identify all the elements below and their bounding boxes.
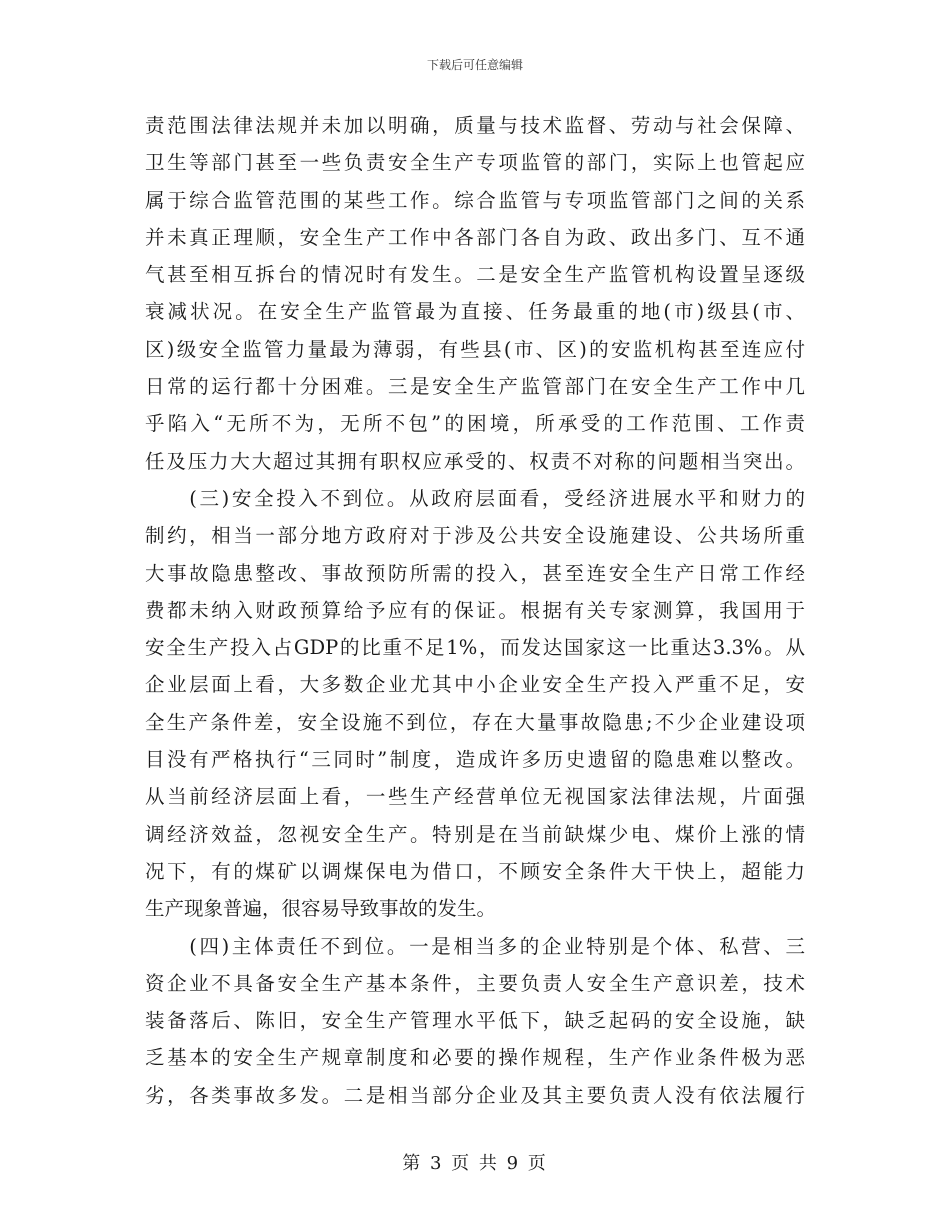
text-line: 全生产条件差，安全设施不到位，存在大量事故隐患;不少企业建设项 xyxy=(145,710,805,734)
text-line: 制约，相当一部分地方政府对于涉及公共安全设施建设、公共场所重 xyxy=(145,524,805,548)
page-number: 第 3 页 共 9 页 xyxy=(402,1153,548,1174)
text-line: 资企业不具备安全生产基本条件，主要负责人安全生产意识差，技术 xyxy=(145,971,805,995)
text-line: 大事故隐患整改、事故预防所需的投入，甚至连安全生产日常工作经 xyxy=(145,561,805,585)
text-line: 区)级安全监管力量最为薄弱，有些县(市、区)的安监机构甚至连应付 xyxy=(145,337,805,361)
paragraph-start-line: (四)主体责任不到位。一是相当多的企业特别是个体、私营、三 xyxy=(145,934,805,958)
text-line: 从当前经济层面上看，一些生产经营单位无视国家法律法规，片面强 xyxy=(145,785,805,809)
text-line: 装备落后、陈旧，安全生产管理水平低下，缺乏起码的安全设施，缺 xyxy=(145,1009,805,1033)
text-line: 目没有严格执行“三同时”制度，造成许多历史遗留的隐患难以整改。 xyxy=(145,748,805,772)
text-line: 劣，各类事故多发。二是相当部分企业及其主要负责人没有依法履行 xyxy=(145,1083,805,1107)
text-line: 责范围法律法规并未加以明确，质量与技术监督、劳动与社会保障、 xyxy=(145,114,805,137)
paragraph-end-line: 生产现象普遍，很容易导致事故的发生。 xyxy=(145,897,497,921)
text-line: 调经济效益，忽视安全生产。特别是在当前缺煤少电、煤价上涨的情 xyxy=(145,822,805,846)
page-header: 下载后可任意编辑 xyxy=(426,58,523,72)
text-line: 气甚至相互拆台的情况时有发生。二是安全生产监管机构设置呈逐级 xyxy=(145,263,805,287)
text-line: 乏基本的安全生产规章制度和必要的操作规程，生产作业条件极为恶 xyxy=(145,1046,805,1070)
text-line: 日常的运行都十分困难。三是安全生产监管部门在安全生产工作中几 xyxy=(145,375,805,399)
text-line: 衰减状况。在安全生产监管最为直接、任务最重的地(市)级县(市、 xyxy=(145,300,805,324)
text-line: 况下，有的煤矿以调煤保电为借口，不顾安全条件大干快上，超能力 xyxy=(145,859,805,883)
text-line: 卫生等部门甚至一些负责安全生产专项监管的部门，实际上也管起应 xyxy=(145,151,805,175)
text-line: 属于综合监管范围的某些工作。综合监管与专项监管部门之间的关系 xyxy=(145,188,805,212)
text-line: 并未真正理顺，安全生产工作中各部门各自为政、政出多门、互不通 xyxy=(145,225,805,249)
text-line: 任及压力大大超过其拥有职权应承受的、权责不对称的问题相当突出。 xyxy=(145,449,805,473)
text-line: 乎陷入“无所不为，无所不包”的困境，所承受的工作范围、工作责 xyxy=(145,412,805,436)
text-line: 安全生产投入占GDP的比重不足1%，而发达国家这一比重达3.3%。从 xyxy=(145,636,805,660)
text-line: 费都未纳入财政预算给予应有的保证。根据有关专家测算，我国用于 xyxy=(145,598,805,622)
document-body xyxy=(145,107,805,1114)
paragraph-start-line: (三)安全投入不到位。从政府层面看，受经济进展水平和财力的 xyxy=(145,486,805,510)
text-line: 企业层面上看，大多数企业尤其中小企业安全生产投入严重不足，安 xyxy=(145,673,805,697)
